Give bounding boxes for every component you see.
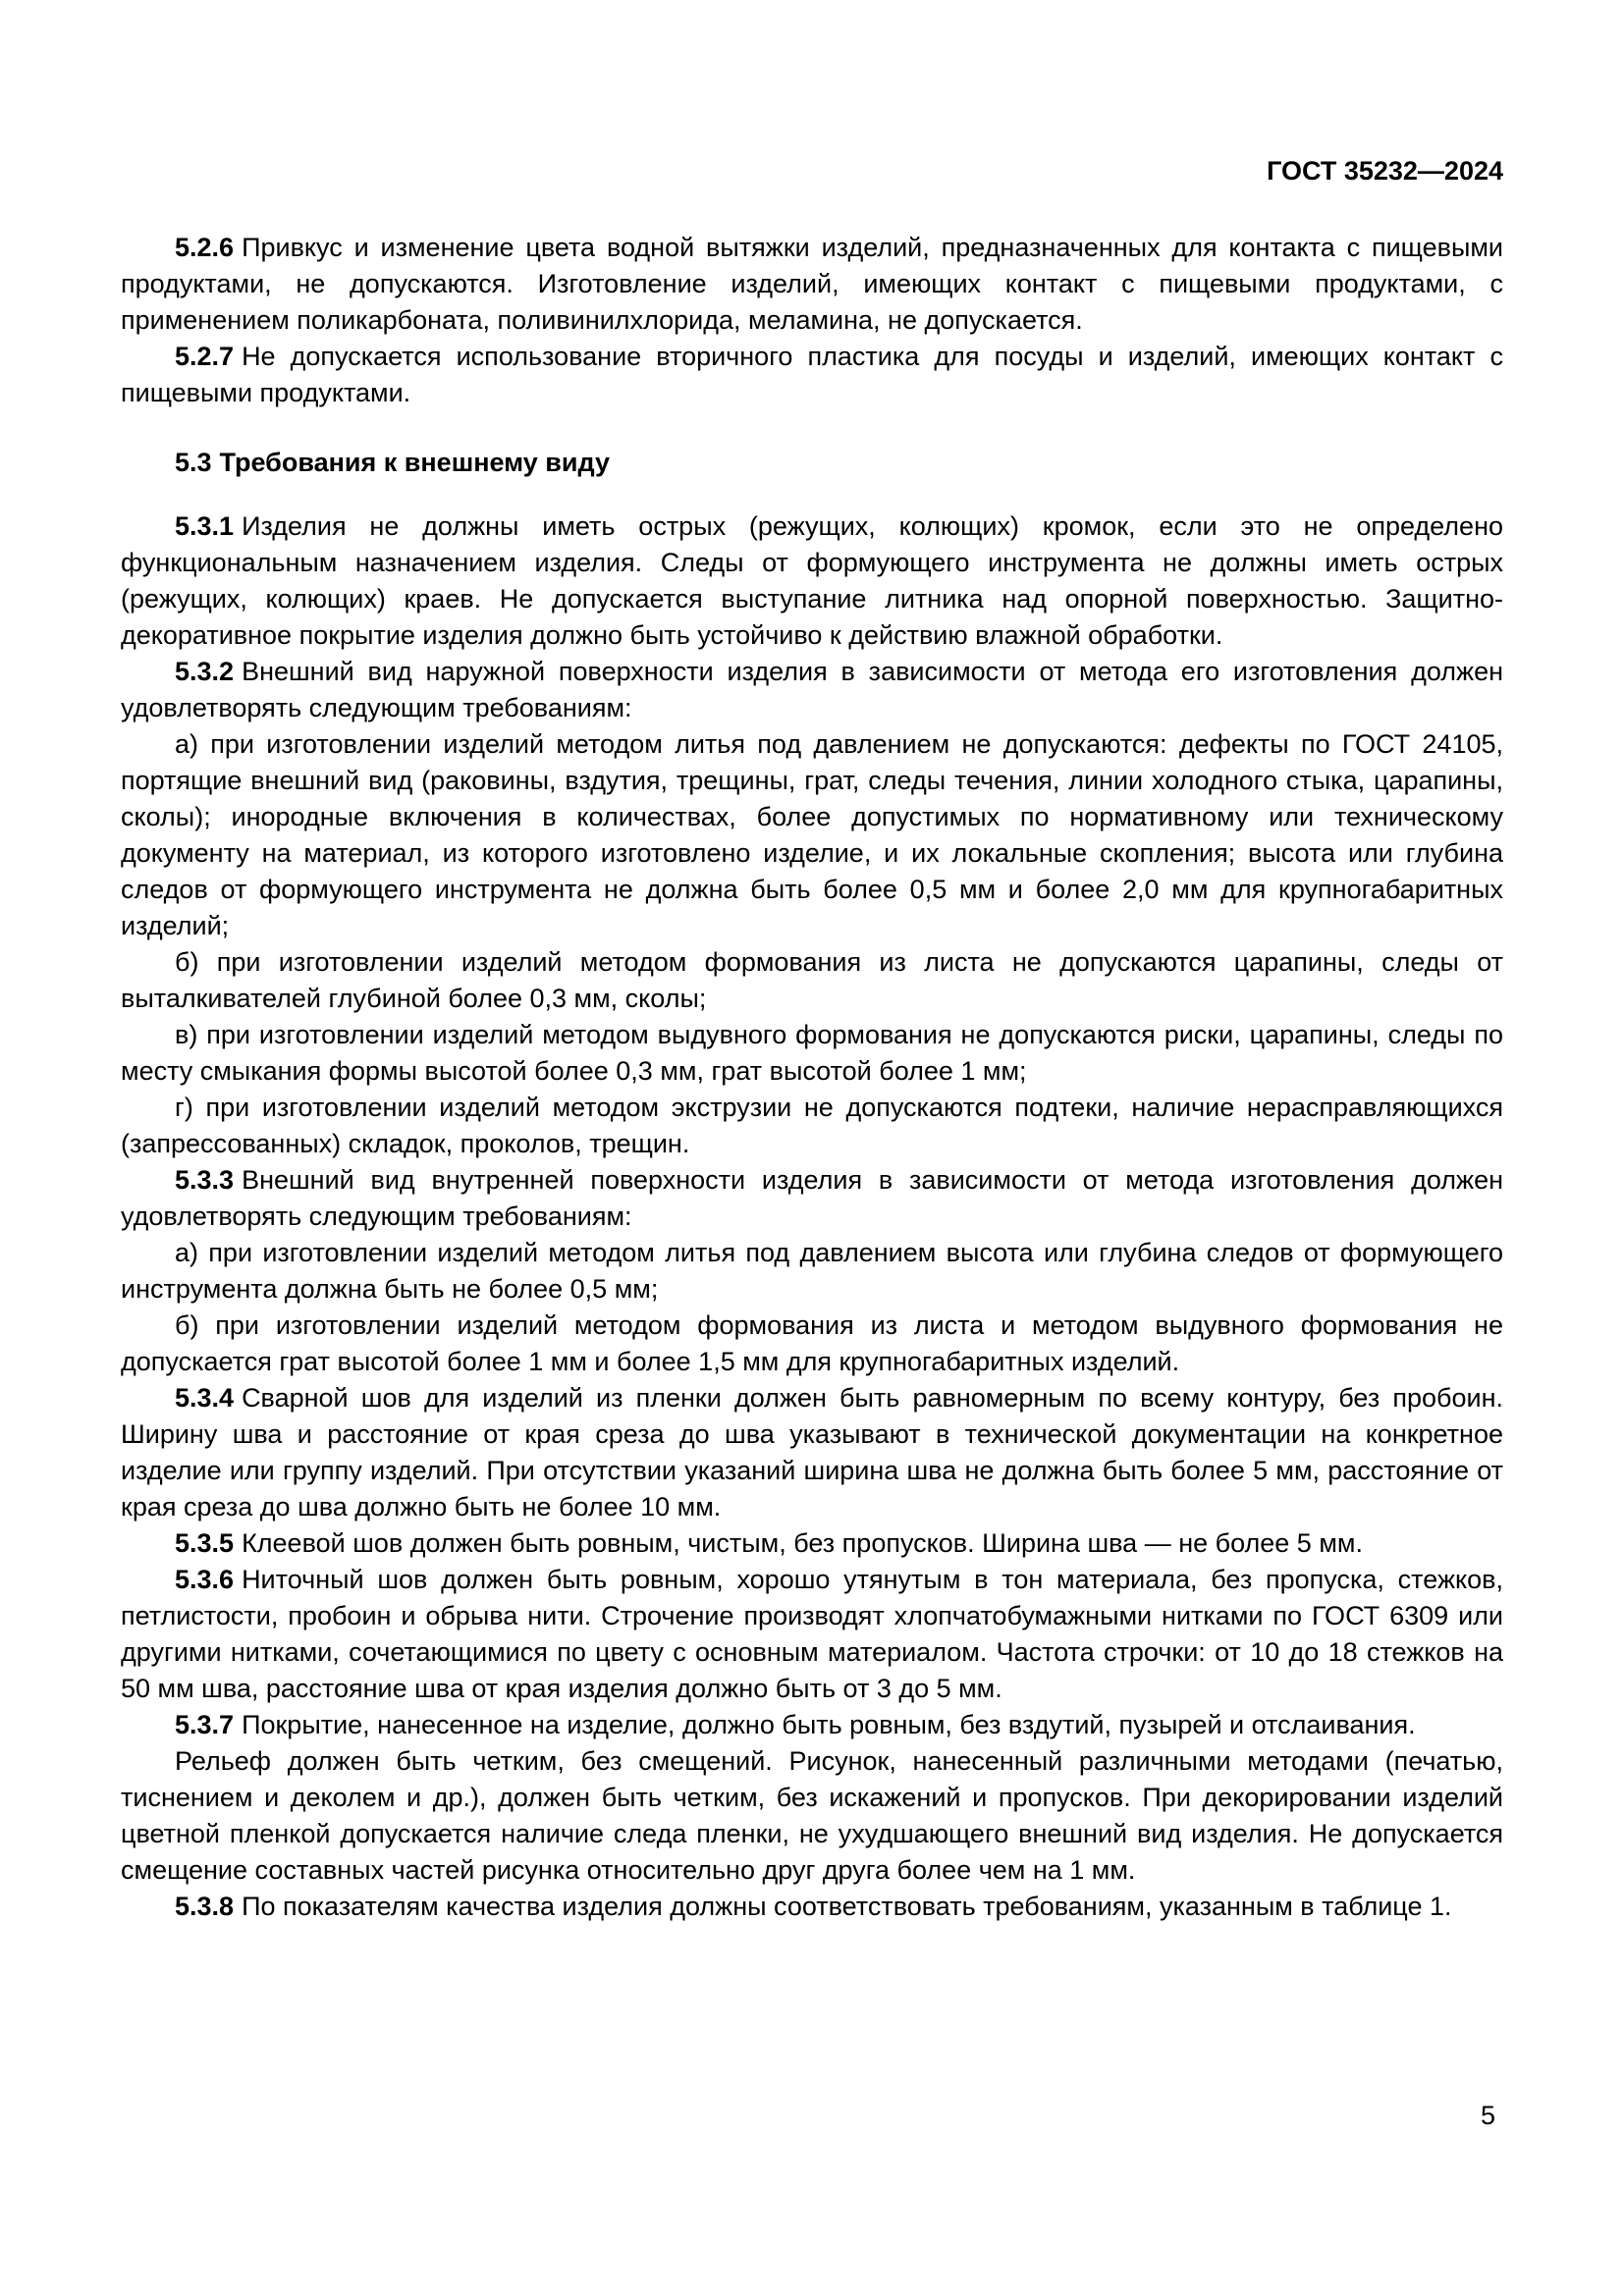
clause-number: 5.3 (175, 448, 212, 477)
clause-text: Изделия не должны иметь острых (режущих, колющих) кромок, если это не определено функциональным назначением изделия. Следы от формующего инструмента не должны иметь острых (режущих, колющих) краев. Не допускается выступание литника над опорной поверхностью. Защитно-декоративное покрытие изделия должно быть устойчиво к действию влажной обработки. (121, 511, 1503, 650)
list-item-b (121, 944, 1503, 1017)
clause-5-3-4 (121, 1380, 1503, 1525)
relief-paragraph (121, 1743, 1503, 1889)
clause-number: 5.3.6 (175, 1565, 235, 1594)
clause-5-2-6 (121, 230, 1503, 339)
clause-text: Сварной шов для изделий из пленки должен быть равномерным по всему контуру, без пробоин. Ширину шва и расстояние от края среза до шва указывают в технической документации на конкретное изделие или группу изделий. При отсутствии указаний ширина шва не должна быть более 5 мм, расстояние от края среза до шва должно быть не более 10 мм. (121, 1383, 1503, 1522)
list-item-b2 (121, 1308, 1503, 1380)
clause-text: Рельеф должен быть четким, без смещений. Рисунок, нанесенный различными методами (печатью, тиснением и деколем и др.), должен быть четким, без искажений и пропусков. При декорировании изделий цветной пленкой допускается наличие следа пленки, не ухудшающего внешний вид изделия. Не допускается смещение составных частей рисунка относительно друг друга более чем на 1 мм. (121, 1746, 1503, 1885)
clause-5-3-3 (121, 1162, 1503, 1235)
list-item-a2 (121, 1235, 1503, 1308)
clause-text: Привкус и изменение цвета водной вытяжки изделий, предназначенных для контакта с пищевыми продуктами, не допускаются. Изготовление изделий, имеющих контакт с пищевыми продуктами, с применением поликарбоната, поливинилхлорида, меламина, не допускается. (121, 233, 1503, 335)
clause-number: 5.3.3 (175, 1165, 235, 1195)
document-content (121, 155, 1503, 1925)
clause-text: Клеевой шов должен быть ровным, чистым, без пропусков. Ширина шва — не более 5 мм. (242, 1528, 1363, 1558)
clause-text: По показателям качества изделия должны соответствовать требованиям, указанным в таблице 1. (242, 1892, 1452, 1921)
clause-number: 5.3.2 (175, 657, 235, 686)
clause-text: а) при изготовлении изделий методом литья под давлением не допускаются: дефекты по ГОСТ 24105, портящие внешний вид (раковины, вздутия, трещины, грат, следы течения, линии холодного стыка, царапины, сколы); инородные включения в количествах, более допустимых по нормативному или техническому документу на материал, из которого изготовлено изделие, и их локальные скопления; высота или глубина следов от формующего инструмента не должна быть более 0,5 мм и более 2,0 мм для крупногабаритных изделий; (121, 729, 1503, 940)
clause-number: 5.3.1 (175, 511, 235, 541)
list-item-v (121, 1017, 1503, 1090)
section-heading-5-3 (121, 445, 1503, 481)
clause-5-3-5 (121, 1525, 1503, 1562)
clause-number: 5.2.6 (175, 233, 235, 262)
list-item-a (121, 726, 1503, 944)
list-item-g (121, 1090, 1503, 1162)
clause-text: б) при изготовлении изделий методом формования из листа не допускаются царапины, следы от выталкивателей глубиной более 0,3 мм, сколы; (121, 947, 1503, 1013)
document-header: ГОСТ 35232—2024 (1267, 156, 1503, 186)
clause-text: Внешний вид наружной поверхности изделия в зависимости от метода его изготовления должен удовлетворять следующим требованиям: (121, 657, 1503, 722)
clause-number: 5.3.4 (175, 1383, 235, 1413)
clause-5-3-8 (121, 1889, 1503, 1925)
clause-text: а) при изготовлении изделий методом литья под давлением высота или глубина следов от формующего инструмента должна быть не более 0,5 мм; (121, 1238, 1503, 1304)
clause-text: б) при изготовлении изделий методом формования из листа и методом выдувного формования не допускается грат высотой более 1 мм и более 1,5 мм для крупногабаритных изделий. (121, 1310, 1503, 1376)
clause-number: 5.2.7 (175, 342, 235, 371)
clause-text: Ниточный шов должен быть ровным, хорошо утянутым в тон материала, без пропуска, стежков, петлистости, пробоин и обрыва нити. Строчение производят хлопчатобумажными нитками по ГОСТ 6309 или другими нитками, сочетающимися по цвету с основным материалом. Частота строчки: от 10 до 18 стежков на 50 мм шва, расстояние шва от края изделия должно быть от 3 до 5 мм. (121, 1565, 1503, 1703)
clause-text: г) при изготовлении изделий методом экструзии не допускаются подтеки, наличие нерасправляющихся (запрессованных) складок, проколов, трещин. (121, 1093, 1503, 1158)
clause-5-3-2 (121, 654, 1503, 726)
clause-text: Покрытие, нанесенное на изделие, должно быть ровным, без вздутий, пузырей и отслаивания. (242, 1710, 1416, 1739)
heading-text: Требования к внешнему виду (219, 448, 610, 477)
clause-5-3-1 (121, 508, 1503, 654)
clause-5-3-6 (121, 1562, 1503, 1707)
clause-number: 5.3.7 (175, 1710, 235, 1739)
page-number: 5 (1480, 2101, 1495, 2130)
clause-5-3-7 (121, 1707, 1503, 1743)
clause-5-2-7 (121, 339, 1503, 411)
clause-text: Внешний вид внутренней поверхности изделия в зависимости от метода изготовления должен удовлетворять следующим требованиям: (121, 1165, 1503, 1231)
clause-text: в) при изготовлении изделий методом выдувного формования не допускаются риски, царапины, следы по месту смыкания формы высотой более 0,3 мм, грат высотой более 1 мм; (121, 1020, 1503, 1086)
clause-text: Не допускается использование вторичного пластика для посуды и изделий, имеющих контакт с пищевыми продуктами. (121, 342, 1503, 407)
clause-number: 5.3.5 (175, 1528, 235, 1558)
clause-number: 5.3.8 (175, 1892, 235, 1921)
